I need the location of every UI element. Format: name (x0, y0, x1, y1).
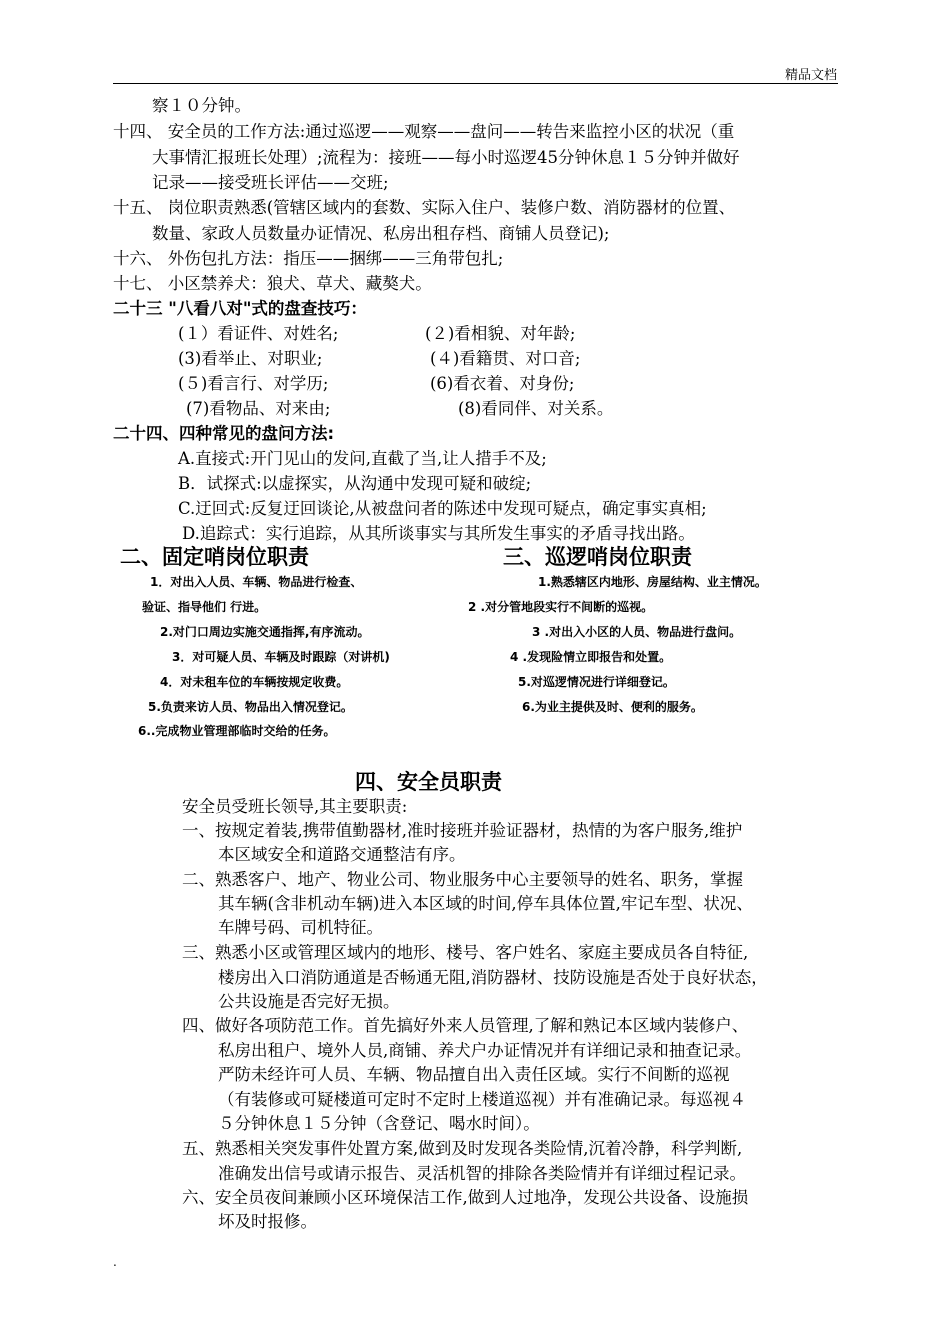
duty-line: 其车辆(含非机动车辆)进入本区域的时间,停车具体位置,牢记车型、状况、 (218, 894, 753, 913)
duty-line: 车牌号码、司机特征。 (218, 918, 383, 937)
check-item: (１）看证件、对姓名; (178, 324, 339, 343)
fixed-post-item: 5.负责来访人员、物品出入情况登记。 (148, 700, 353, 714)
fixed-post-item: 3．对可疑人员、车辆及时跟踪（对讲机) (172, 650, 390, 664)
duty-line: 严防未经许可人员、车辆、物品擅自出入责任区域。实行不间断的巡视 (218, 1065, 730, 1084)
patrol-post-item: 4 .发现险情立即报告和处置。 (510, 650, 672, 664)
text-line: 十五、 岗位职责熟悉(管辖区域内的套数、实际入住户、装修户数、消防器材的位置、 (113, 198, 736, 217)
duty-line: 本区域安全和道路交通整洁有序。 (218, 845, 466, 864)
check-item: (２)看相貌、对年龄; (425, 324, 576, 343)
duty-line: 三、熟悉小区或管理区域内的地形、楼号、客户姓名、家庭主要成员各自特征, (182, 943, 749, 962)
duty-line: 公共设施是否完好无损。 (218, 992, 400, 1011)
check-item: (４)看籍贯、对口音; (430, 349, 581, 368)
fixed-post-item: 6..完成物业管理部临时交给的任务。 (138, 724, 336, 738)
section-23-title: 二十三 "八看八对"式的盘查技巧： (113, 299, 367, 318)
patrol-post-item: 2 .对分管地段实行不间断的巡视。 (468, 600, 654, 614)
method-item: B．试探式:以虚探实，从沟通中发现可疑和破绽; (178, 474, 532, 493)
duty-line: 二、熟悉客户、地产、物业公司、物业服务中心主要领导的姓名、职务，掌握 (182, 870, 743, 889)
check-item: (５)看言行、对学历; (178, 374, 329, 393)
fixed-post-item: 4．对未租车位的车辆按规定收费。 (160, 675, 349, 689)
check-item: (6)看衣着、对身份; (430, 374, 575, 393)
duty-line: 准确发出信号或请示报告、灵活机智的排除各类险情并有详细过程记录。 (218, 1164, 746, 1183)
section-4-intro: 安全员受班长领导,其主要职责: (182, 797, 408, 816)
fixed-post-item: 2.对门口周边实施交通指挥,有序流动。 (160, 625, 370, 639)
section-24-title: 二十四、四种常见的盘问方法: (113, 424, 335, 443)
method-item: D.追踪式：实行追踪，从其所谈事实与其所发生事实的矛盾寻找出路。 (182, 524, 695, 543)
text-line: 察１０分钟。 (152, 96, 251, 115)
patrol-post-title: 三、巡逻哨岗位职责 (503, 545, 692, 569)
check-item: (8)看同伴、对关系。 (458, 399, 614, 418)
check-item: (3)看举止、对职业; (178, 349, 323, 368)
duty-line: 私房出租户、境外人员,商铺、养犬户办证情况并有详细记录和抽查记录。 (218, 1041, 752, 1060)
text-line: 十六、 外伤包扎方法：指压——捆绑——三角带包扎; (113, 249, 504, 268)
patrol-post-item: 5.对巡逻情况进行详细登记。 (518, 675, 675, 689)
duty-line: 五、熟悉相关突发事件处置方案,做到及时发现各类险情,沉着冷静，科学判断, (182, 1139, 743, 1158)
method-item: A.直接式:开门见山的发问,直截了当,让人措手不及; (178, 449, 547, 468)
patrol-post-item: 3 .对出入小区的人员、物品进行盘问。 (532, 625, 742, 639)
duty-line: ５分钟休息１５分钟（含登记、喝水时间）。 (218, 1114, 540, 1133)
fixed-post-item: 1．对出入人员、车辆、物品进行检查、 (150, 575, 363, 589)
patrol-post-item: 1.熟悉辖区内地形、房屋结构、业主情况。 (538, 575, 767, 589)
text-line: 十四、 安全员的工作方法:通过巡逻——观察——盘问——转告来监控小区的状况（重 (113, 122, 735, 141)
patrol-post-item: 6.为业主提供及时、便利的服务。 (522, 700, 703, 714)
section-4-title: 四、安全员职责 (355, 770, 502, 794)
text-line: 数量、家政人员数量办证情况、私房出租存档、商铺人员登记); (152, 224, 610, 243)
fixed-post-item: 验证、指导他们 行进。 (142, 600, 267, 614)
duty-line: 四、做好各项防范工作。首先搞好外来人员管理,了解和熟记本区域内装修户、 (182, 1016, 749, 1035)
footer-mark: . (113, 1255, 117, 1269)
method-item: C.迂回式:反复迂回谈论,从被盘问者的陈述中发现可疑点，确定事实真相; (178, 499, 707, 518)
duty-line: 一、按规定着装,携带值勤器材,准时接班并验证器材，热情的为客户服务,维护 (182, 821, 743, 840)
duty-line: 楼房出入口消防通道是否畅通无阻,消防器材、技防设施是否处于良好状态， (218, 968, 768, 987)
duty-line: （有装修或可疑楼道可定时不定时上楼道巡视）并有准确记录。每巡视４ (218, 1090, 746, 1109)
text-line: 十七、 小区禁养犬：狼犬、草犬、藏獒犬。 (113, 274, 432, 293)
duty-line: 六、安全员夜间兼顾小区环境保洁工作,做到人过地净，发现公共设备、设施损 (182, 1188, 749, 1207)
text-line: 大事情汇报班长处理）;流程为：接班——每小时巡逻45分钟休息１５分钟并做好 (152, 148, 740, 167)
header-label: 精品文档 (784, 68, 837, 83)
header-rule (113, 83, 838, 84)
duty-line: 坏及时报修。 (218, 1212, 317, 1231)
fixed-post-title: 二、固定哨岗位职责 (120, 545, 309, 569)
text-line: 记录——接受班长评估——交班; (152, 173, 389, 192)
check-item: (7)看物品、对来由; (186, 399, 331, 418)
